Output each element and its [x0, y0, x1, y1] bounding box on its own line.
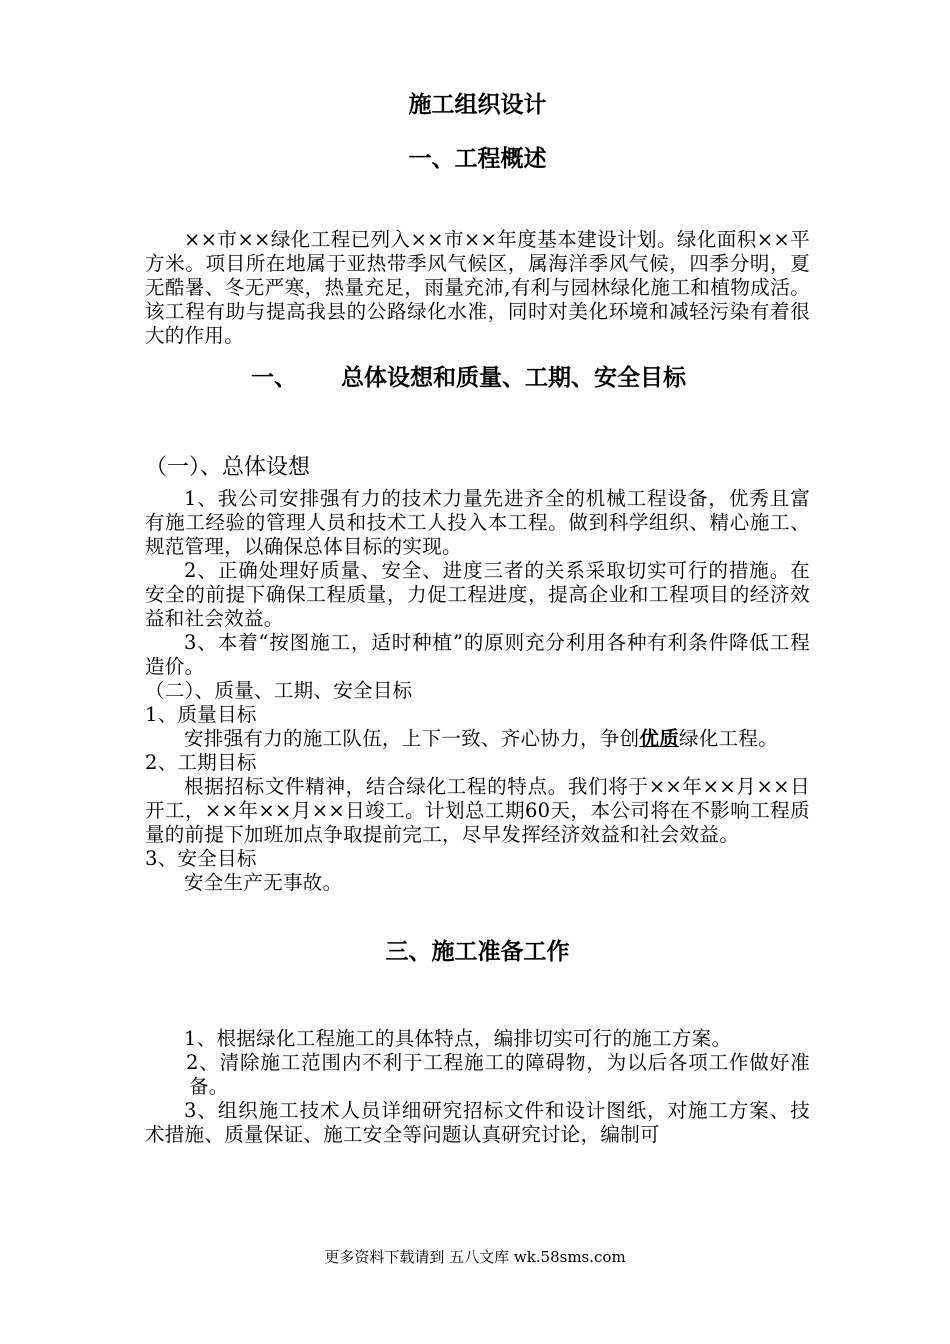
section2-heading-text: 总体设想和质量、工期、安全目标	[341, 364, 686, 391]
prep-item-2: 2、清除施工范围内不利于工程施工的障碍物，为以后各项工作做好准备。	[186, 1051, 810, 1098]
document-page	[145, 88, 810, 1147]
subsection-targets: （二）、质量、工期、安全目标	[145, 679, 413, 702]
section3-heading: 三、施工准备工作	[385, 938, 570, 965]
quality-text-post: 绿化工程。	[679, 727, 779, 750]
quality-target-title: 1、质量目标	[145, 703, 257, 726]
idea-item-3: 3、本着“按图施工，适时种植”的原则充分利用各种有利条件降低工程造价。	[145, 631, 810, 678]
subsection-overall-idea: （一）、总体设想	[145, 455, 311, 480]
section1-paragraph: ××市××绿化工程已列入××市××年度基本建设计划。绿化面积××平方米。项目所在地属于亚热带季风气候区，属海洋季风气候，四季分明，夏无酷暑、冬无严寒，热量充足，雨量充沛,有利与园林绿化施工和植物成活。该工程有助与提高我县的公路绿化水准，同时对美化环境和减轻污染有着很大的作用。	[145, 228, 810, 347]
schedule-target-title: 2、工期目标	[145, 751, 257, 774]
page-footer: 更多资料下载请到 五八文库 wk.58sms.com	[324, 1248, 626, 1266]
section2-heading	[145, 361, 810, 395]
quality-target-text	[145, 727, 810, 751]
schedule-target-text: 根据招标文件精神，结合绿化工程的特点。我们将于××年××月××日开工，××年××月××日竣工。计划总工期60天，本公司将在不影响工程质量的前提下加班加点争取提前完工，尽早发挥经济效益和社会效益。	[145, 775, 810, 846]
safety-target-title: 3、安全目标	[145, 847, 257, 870]
section1-heading: 一、工程概述	[408, 145, 547, 172]
prep-item-1: 1、根据绿化工程施工的具体特点，编排切实可行的施工方案。	[184, 1027, 732, 1050]
idea-item-1: 1、我公司安排强有力的技术力量先进齐全的机械工程设备，优秀且富有施工经验的管理人员和技术工人投入本工程。做到科学组织、精心施工、规范管理，以确保总体目标的实现。	[145, 487, 810, 558]
idea-item-2: 2、正确处理好质量、安全、进度三者的关系采取切实可行的措施。在安全的前提下确保工程质量，力促工程进度，提高企业和工程项目的经济效益和社会效益。	[145, 559, 810, 630]
safety-target-text: 安全生产无事故。	[184, 871, 343, 894]
quality-emphasis: 优质	[639, 727, 680, 750]
prep-item-3: 3、组织施工技术人员详细研究招标文件和设计图纸，对施工方案、技术措施、质量保证、施工安全等问题认真研究讨论，编制可	[145, 1099, 810, 1146]
document-title: 施工组织设计	[408, 91, 547, 118]
section2-heading-num: 一、	[251, 364, 297, 391]
quality-text-pre: 安排强有力的施工队伍，上下一致、齐心协力，争创	[184, 727, 640, 750]
